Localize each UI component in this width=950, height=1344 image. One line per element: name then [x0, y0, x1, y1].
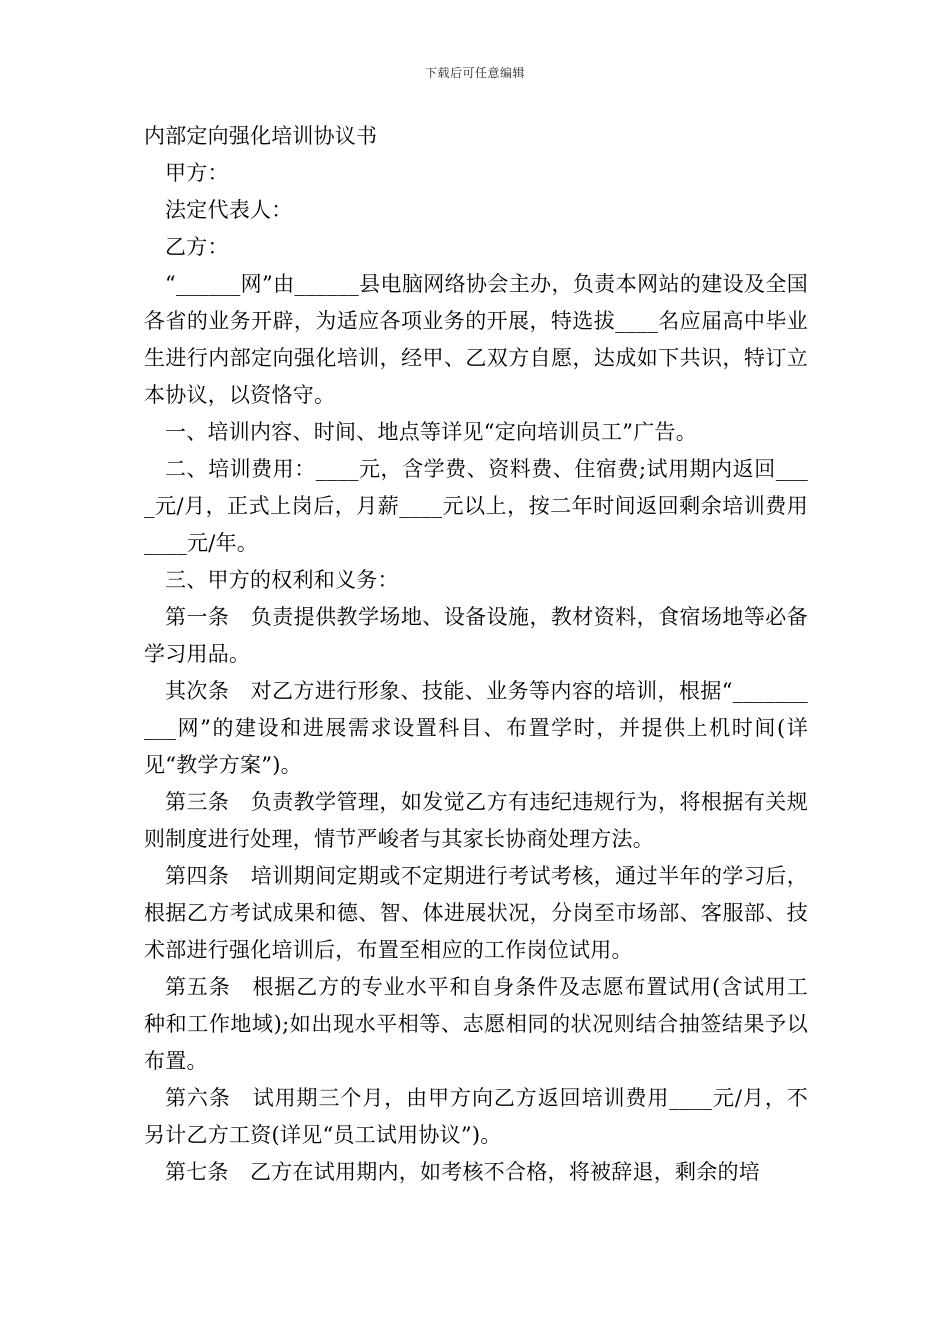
- article-4-paragraph: 第四条 培训期间定期或不定期进行考试考核，通过半年的学习后，根据乙方考试成果和德、智、体进展状况，分岗至市场部、客服部、技术部进行强化培训后，布置至相应的工作岗位试用。: [144, 864, 808, 962]
- article-6-paragraph: 第六条 试用期三个月，由甲方向乙方返回培训费用____元/月，不另计乙方工资(详见“员工试用协议”)。: [144, 1086, 808, 1147]
- document-body: [144, 118, 808, 1191]
- party-a-line: 甲方：: [165, 161, 229, 185]
- legal-representative-line: 法定代表人：: [165, 198, 293, 222]
- intro-paragraph: “______网”由______县电脑网络协会主办，负责本网站的建设及全国各省的业务开辟，为适应各项业务的开展，特选拔____名应届高中毕业生进行内部定向强化培训，经甲、乙双方自愿，达成如下共识，特订立本协议，以资恪守。: [144, 272, 808, 407]
- header-note: 下载后可任意编辑: [424, 66, 525, 80]
- section-2-paragraph: 二、培训费用：____元，含学费、资料费、住宿费;试用期内返回____元/月，正式上岗后，月薪____元以上，按二年时间返回剩余培训费用____元/年。: [144, 457, 808, 555]
- party-b-line: 乙方：: [165, 235, 229, 259]
- section-3-heading: 三、甲方的权利和义务：: [165, 568, 399, 592]
- document-title: 内部定向强化培训协议书: [144, 124, 378, 148]
- article-7-paragraph: 第七条 乙方在试用期内，如考核不合格，将被辞退，剩余的培: [165, 1160, 760, 1184]
- article-3-paragraph: 第三条 负责教学管理，如发觉乙方有违纪违规行为，将根据有关规则制度进行处理，情节严峻者与其家长协商处理方法。: [144, 790, 808, 851]
- article-5-paragraph: 第五条 根据乙方的专业水平和自身条件及志愿布置试用(含试用工种和工作地域);如出现水平相等、志愿相同的状况则结合抽签结果予以布置。: [144, 975, 808, 1073]
- article-1-paragraph: 第一条 负责提供教学场地、设备设施，教材资料，食宿场地等必备学习用品。: [144, 605, 808, 666]
- section-1-paragraph: 一、培训内容、时间、地点等详见“定向培训员工”广告。: [165, 420, 697, 444]
- article-2-paragraph: 其次条 对乙方进行形象、技能、业务等内容的培训，根据“__________网”的建设和进展需求设置科目、布置学时，并提供上机时间(详见“教学方案”)。: [144, 679, 808, 777]
